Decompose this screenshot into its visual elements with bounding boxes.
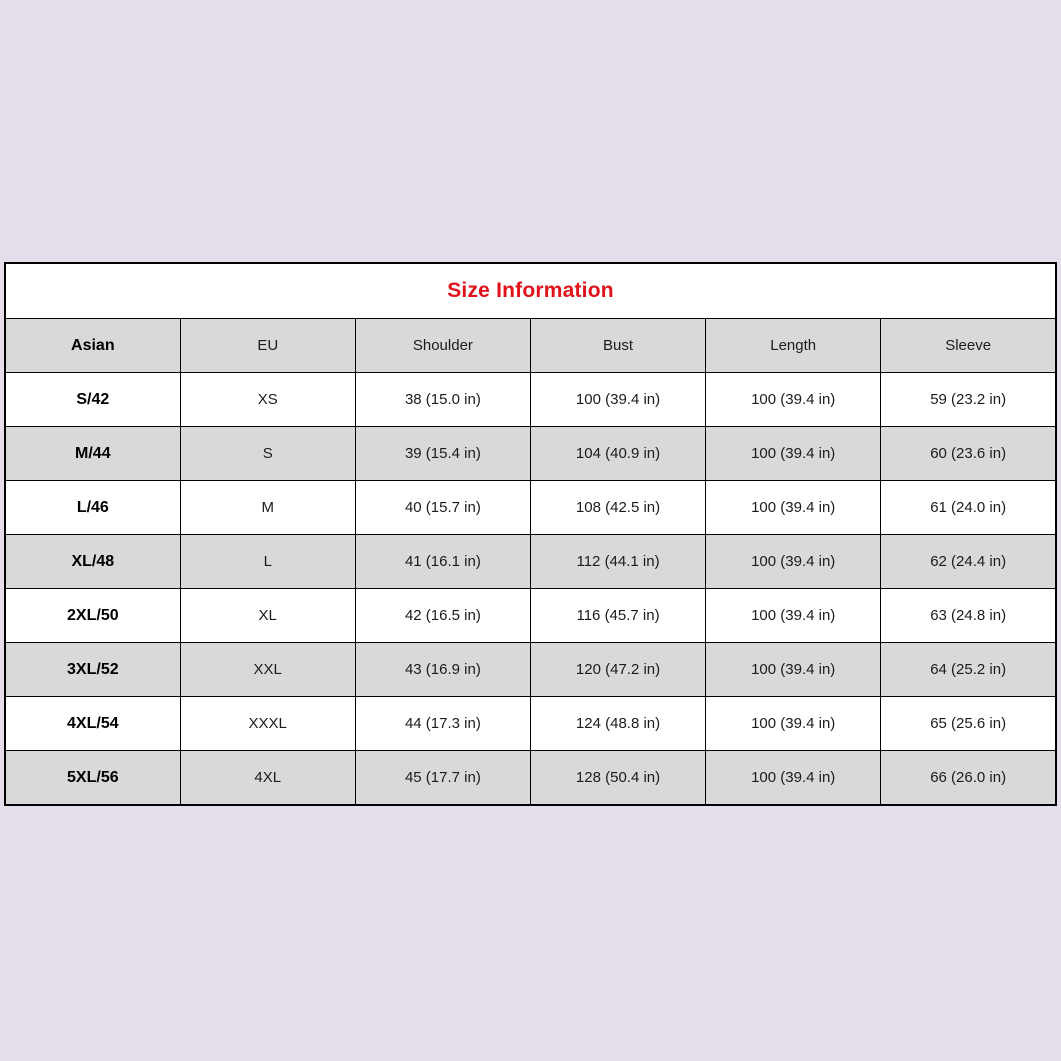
table-cell: XXL bbox=[180, 643, 355, 697]
table-cell: 100 (39.4 in) bbox=[706, 643, 881, 697]
table-cell: 59 (23.2 in) bbox=[881, 373, 1056, 427]
table-row bbox=[5, 481, 1056, 535]
table-cell: 42 (16.5 in) bbox=[355, 589, 530, 643]
table-cell: 43 (16.9 in) bbox=[355, 643, 530, 697]
row-label-cell: XL/48 bbox=[5, 535, 180, 589]
table-cell: 63 (24.8 in) bbox=[881, 589, 1056, 643]
column-header-shoulder: Shoulder bbox=[355, 319, 530, 373]
column-header-eu: EU bbox=[180, 319, 355, 373]
table-cell: XS bbox=[180, 373, 355, 427]
table-cell: 100 (39.4 in) bbox=[706, 427, 881, 481]
table-cell: 104 (40.9 in) bbox=[530, 427, 705, 481]
table-cell: 100 (39.4 in) bbox=[706, 751, 881, 806]
table-cell: 100 (39.4 in) bbox=[530, 373, 705, 427]
table-cell: 40 (15.7 in) bbox=[355, 481, 530, 535]
table-cell: 128 (50.4 in) bbox=[530, 751, 705, 806]
size-table bbox=[4, 262, 1057, 806]
row-label-cell: 2XL/50 bbox=[5, 589, 180, 643]
table-cell: 100 (39.4 in) bbox=[706, 481, 881, 535]
table-row bbox=[5, 373, 1056, 427]
title-row bbox=[5, 263, 1056, 319]
table-cell: M bbox=[180, 481, 355, 535]
table-row bbox=[5, 427, 1056, 481]
row-label-cell: 5XL/56 bbox=[5, 751, 180, 806]
table-cell: 38 (15.0 in) bbox=[355, 373, 530, 427]
table-cell: 100 (39.4 in) bbox=[706, 373, 881, 427]
table-cell: XXXL bbox=[180, 697, 355, 751]
table-cell: L bbox=[180, 535, 355, 589]
header-row bbox=[5, 319, 1056, 373]
table-cell: 62 (24.4 in) bbox=[881, 535, 1056, 589]
table-title: Size Information bbox=[5, 263, 1056, 319]
row-label-cell: 4XL/54 bbox=[5, 697, 180, 751]
table-cell: 64 (25.2 in) bbox=[881, 643, 1056, 697]
table-row bbox=[5, 589, 1056, 643]
table-cell: 61 (24.0 in) bbox=[881, 481, 1056, 535]
column-header-asian: Asian bbox=[5, 319, 180, 373]
table-cell: 100 (39.4 in) bbox=[706, 589, 881, 643]
column-header-sleeve: Sleeve bbox=[881, 319, 1056, 373]
table-row bbox=[5, 697, 1056, 751]
table-cell: 66 (26.0 in) bbox=[881, 751, 1056, 806]
table-cell: 100 (39.4 in) bbox=[706, 697, 881, 751]
row-label-cell: L/46 bbox=[5, 481, 180, 535]
row-label-cell: 3XL/52 bbox=[5, 643, 180, 697]
column-header-bust: Bust bbox=[530, 319, 705, 373]
table-cell: 112 (44.1 in) bbox=[530, 535, 705, 589]
table-row bbox=[5, 535, 1056, 589]
table-cell: 39 (15.4 in) bbox=[355, 427, 530, 481]
table-cell: S bbox=[180, 427, 355, 481]
table-cell: 4XL bbox=[180, 751, 355, 806]
size-table-body bbox=[5, 263, 1056, 805]
table-cell: 100 (39.4 in) bbox=[706, 535, 881, 589]
table-cell: 65 (25.6 in) bbox=[881, 697, 1056, 751]
table-cell: 60 (23.6 in) bbox=[881, 427, 1056, 481]
table-row bbox=[5, 751, 1056, 806]
table-cell: 45 (17.7 in) bbox=[355, 751, 530, 806]
table-cell: 116 (45.7 in) bbox=[530, 589, 705, 643]
row-label-cell: S/42 bbox=[5, 373, 180, 427]
row-label-cell: M/44 bbox=[5, 427, 180, 481]
table-cell: 120 (47.2 in) bbox=[530, 643, 705, 697]
table-cell: 44 (17.3 in) bbox=[355, 697, 530, 751]
table-cell: 124 (48.8 in) bbox=[530, 697, 705, 751]
table-cell: 41 (16.1 in) bbox=[355, 535, 530, 589]
table-row bbox=[5, 643, 1056, 697]
table-cell: 108 (42.5 in) bbox=[530, 481, 705, 535]
table-cell: XL bbox=[180, 589, 355, 643]
column-header-length: Length bbox=[706, 319, 881, 373]
